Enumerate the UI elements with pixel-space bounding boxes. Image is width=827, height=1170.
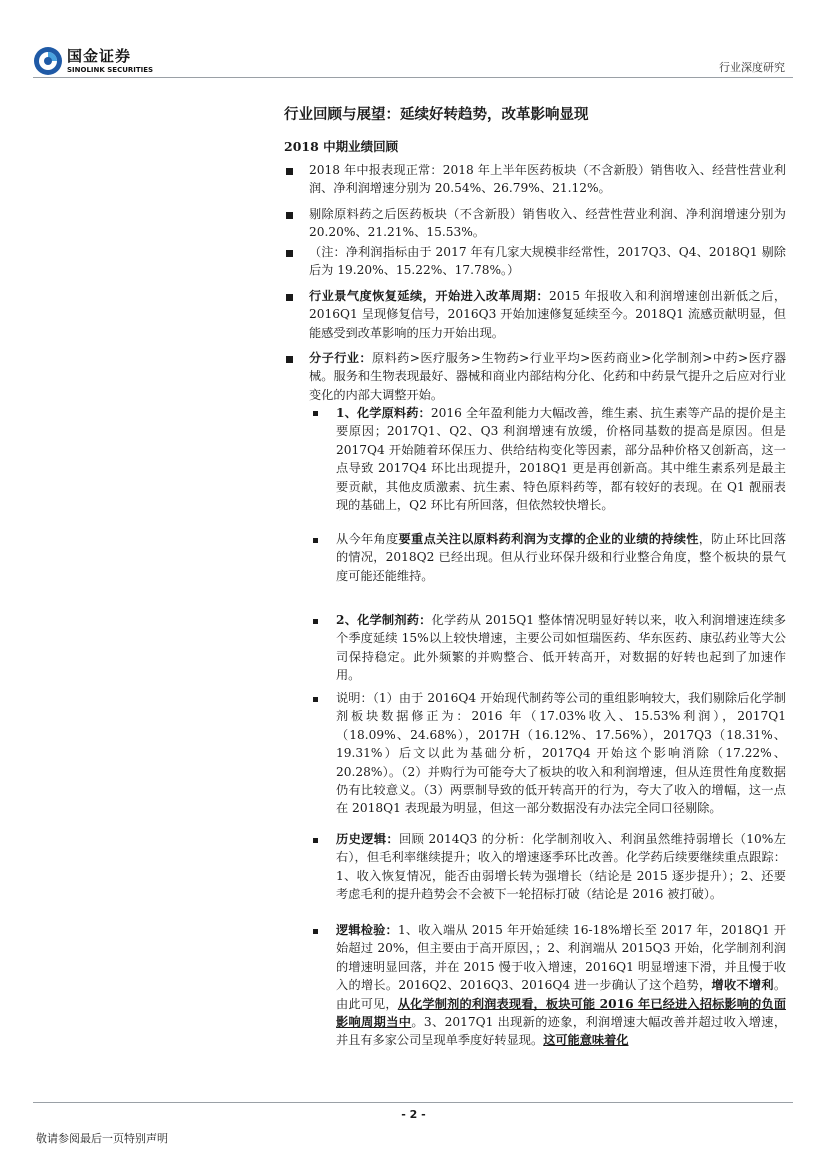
sub-bullet-marker — [313, 619, 318, 624]
bullet-text: 2015 年报收入和利润增速创出新低之后，2016Q1 呈现修复信号，2016Q3 开始加速修复延续至今。2018Q1 流感贡献明显，但能感受到改革影响的压力开始出现。 — [309, 289, 787, 340]
sub-bullet-marker — [313, 929, 318, 934]
bullet-paragraph — [309, 243, 786, 280]
section-title: 行业回顾与展望：延续好转趋势，改革影响显现 — [284, 106, 589, 123]
sinolink-logo-icon — [33, 46, 63, 76]
disclaimer-note: 敬请参阅最后一页特别声明 — [36, 1132, 168, 1145]
sub-bullet-paragraph — [336, 611, 786, 685]
sub-bullet-underlined: 这可能意味着化 — [543, 1033, 629, 1048]
sub-bullet-lead: 2、化学制剂药： — [336, 613, 432, 627]
bullet-marker — [286, 168, 293, 175]
bullet-paragraph — [309, 205, 786, 242]
sub-bullet-text: ，防止环比回落的情况，2018Q2 已经出现。但从行业环保升级和行业整合角度，整个板块的景气度可能还能维持。 — [336, 532, 787, 583]
sub-bullet-text: 。3、2017Q1 出现新的迹象，利润增速大幅改善并超过收入增速，并且有多家公司呈现单季度好转显现。 — [336, 1015, 787, 1048]
bullet-marker — [286, 294, 293, 301]
logo-name-cn: 国金证券 — [67, 47, 132, 65]
sub-bullet-text: 说明：（1）由于 2016Q4 开始现代制药等公司的重组影响较大，我们剔除后化学制剂板块数据修正为：2016 年（17.03%收入、15.53%利润），2017Q1（18.09%、24.68%），2017H（16.12%、17.56%），2017Q3（18.31%、19.31%）后文以此为基础分析，2017Q4 开始这个影响消除（17.22%、20.28%）。（2）并购行为可能夸大了板块的收入和利润增速，但从连贯性角度数据仍有比较意义。（3）两票制导致的低开转高开的行为，夸大了收入的增幅，这一点在 2018Q1 表现最为明显，但这一部分数据没有办法完全同口径剔除。 — [336, 691, 786, 816]
sub-bullet-marker — [313, 411, 318, 416]
bullet-lead: 行业景气度恢复延续，开始进入改革周期： — [309, 289, 550, 303]
sub-bullet-emphasis: 要重点关注以原料药利润为支撑的企业的业绩的持续性 — [398, 532, 699, 546]
sub-bullet-emphasis: 增收不增利 — [711, 978, 774, 993]
sub-bullet-text: 回顾 2014Q3 的分析：化学制剂收入、利润虽然维持弱增长（10%左右），但毛利率继续提升；收入的增速逐季环比改善。化学药后续要继续重点跟踪：1、收入恢复情况，能否由弱增长转为强增长（结论是 2015 逐步提升）；2、还要考虑毛利的提升趋势会不会被下一轮招标打破（结论是 2016 被打破）。 — [336, 832, 786, 902]
footer-divider — [33, 1102, 793, 1103]
sub-bullet-paragraph — [336, 404, 786, 514]
sub-bullet-text: 2016 全年盈利能力大幅改善，维生素、抗生素等产品的提价是主要原因；2017Q1、Q2、Q3 利润增速有放缓，价格同基数的提高是原因。但是 2017Q4 开始随着环保压力、供给结构变化等因素，部分品种价格又创新高，这一点导致 2017Q4 环比出现提升，2018Q1 更是再创新高。其中维生素系列是最主要贡献，其他皮质激素、抗生素、特色原料药等，都有较好的表现。在 Q1 靓丽表现的基础上，Q2 环比有所回落，但依然较快增长。 — [336, 406, 787, 513]
sub-bullet-lead: 逻辑检验： — [336, 923, 398, 937]
sub-bullet-marker — [313, 697, 318, 702]
bullet-lead: 分子行业： — [309, 351, 372, 365]
bullet-marker — [286, 250, 293, 257]
report-type-label: 行业深度研究 — [719, 61, 785, 74]
sub-bullet-paragraph — [336, 830, 786, 904]
sub-bullet-lead: 1、化学原料药： — [336, 406, 431, 420]
bullet-text: 2018 年中报表现正常：2018 年上半年医药板块（不含新股）销售收入、经营性营业利润、净利润增速分别为 20.54%、26.79%、21.12%。 — [309, 163, 786, 196]
page-header — [0, 0, 827, 80]
header-divider — [33, 77, 793, 78]
sub-bullet-text: 1、收入端从 2015 年开始延续 16-18%增长至 2017 年，2018Q1 开始超过 20%，但主要由于高开原因，；2、利润端从 2015Q3 开始，化学制剂利润的增速明显回落，并在 2015 慢于收入增速，2016Q1 明显增速下滑，并且慢于收入的增长。2016Q2、2016Q3、2016Q4 进一步确认了这个趋势， — [336, 923, 787, 993]
sub-bullet-lead: 历史逻辑： — [336, 832, 400, 846]
subsection-title: 2018 中期业绩回顾 — [284, 139, 399, 154]
logo-name-en: SINOLINK SECURITIES — [67, 66, 154, 74]
sub-bullet-marker — [313, 538, 318, 543]
sub-bullet-text: 从今年角度 — [336, 532, 399, 546]
sub-bullet-marker — [313, 838, 318, 843]
bullet-text: （注：净利润指标由于 2017 年有几家大规模非经常性，2017Q3、Q4、2018Q1 剔除后为 19.20%、15.22%、17.78%。） — [309, 245, 786, 278]
bullet-marker — [286, 212, 293, 219]
sub-bullet-paragraph — [336, 689, 786, 818]
sub-bullet-text: 。由此可见， — [336, 978, 787, 1011]
sub-bullet-underlined: 从化学制剂的利润表现看，板块可能 2016 年已经进入招标影响的负面影响周期当中 — [336, 996, 787, 1030]
bullet-paragraph — [309, 287, 786, 342]
bullet-marker — [286, 356, 293, 363]
bullet-paragraph — [309, 161, 786, 198]
sub-bullet-paragraph — [336, 530, 786, 585]
bullet-paragraph — [309, 349, 786, 404]
bullet-text: 剔除原料药之后医药板块（不含新股）销售收入、经营性营业利润、净利润增速分别为 20.20%、21.21%、15.53%。 — [309, 207, 786, 240]
page-number: - 2 - — [401, 1108, 426, 1121]
bullet-text: 原料药>医疗服务>生物药>行业平均>医药商业>化学制剂>中药>医疗器械。服务和生物表现最好、器械和商业内部结构分化、化药和中药景气提升之后应对行业变化的内部大调整开始。 — [309, 351, 787, 402]
sub-bullet-text: 化学药从 2015Q1 整体情况明显好转以来，收入利润增速连续多个季度延续 15%以上较快增速，主要公司如恒瑞医药、华东医药、康弘药业等大公司保持稳定。此外频繁的并购整合、低开转高开，对数据的好转也起到了加速作用。 — [336, 613, 787, 683]
sub-bullet-paragraph — [336, 921, 786, 1050]
